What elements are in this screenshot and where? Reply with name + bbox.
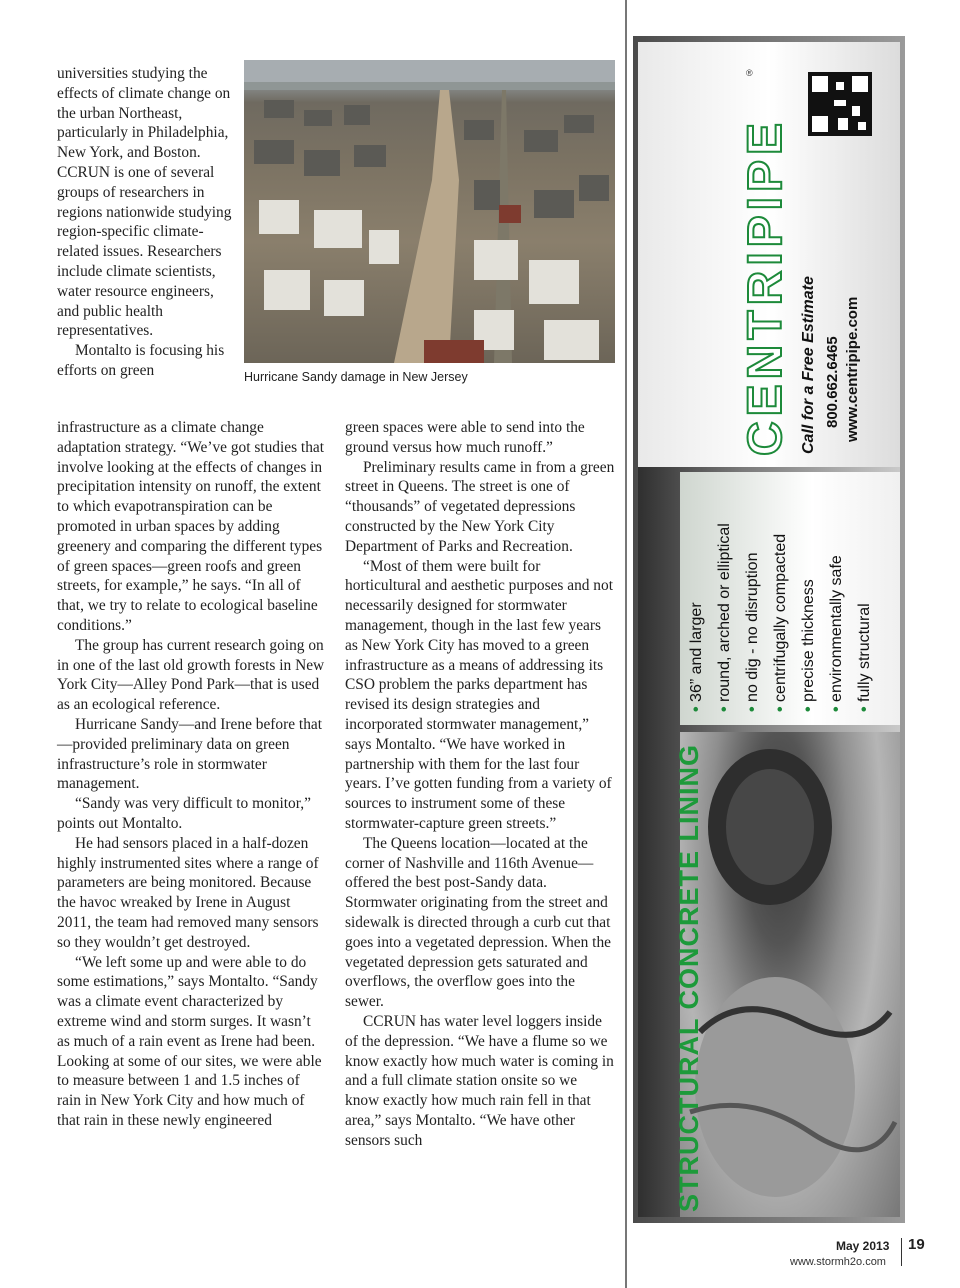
paragraph: green spaces were able to send into the ground versus how much runoff.”	[345, 419, 585, 456]
ad-website-link[interactable]: www.centripipe.com	[844, 296, 861, 442]
aerial-flood-image	[244, 60, 615, 363]
footer-divider	[901, 1238, 902, 1266]
article-column-2	[345, 418, 615, 1150]
paragraph: Montalto is focusing his efforts on green	[57, 342, 225, 379]
feature-item: • no dig - no disruption	[744, 552, 761, 712]
paragraph: He had sensors placed in a half-dozen highly instrumented sites where a range of parameters are being monitored. Because the havoc wreaked by Irene in August 2011, the team had removed many sensors so they wouldn’t get destroyed.	[57, 834, 319, 951]
phone-number[interactable]: 800.662.6465	[824, 336, 841, 428]
paragraph: Hurricane Sandy—and Irene before that—provided preliminary data on green infrastructure’s role in stormwater management.	[57, 715, 322, 793]
ad-tagline: STRUCTURAL CONCRETE LINING	[674, 744, 704, 1212]
paragraph: universities studying the effects of climate change on the urban Northeast, particularly in Philadelphia, New York, and Boston. CCRUN is one of several groups of researchers in regions nationwide studying region-specific climate-related issues. Researchers include climate scientists, water resource engineers, and public health representatives.	[57, 65, 232, 340]
centripipe-advertisement[interactable]	[633, 36, 905, 1223]
feature-item: • environmentally safe	[828, 555, 845, 712]
feature-item: • fully structural	[856, 603, 873, 712]
feature-item: • precise thickness	[800, 579, 817, 712]
feature-list	[680, 472, 900, 725]
brand-logo: CENTRIPIPE	[739, 117, 792, 456]
call-to-action: Call for a Free Estimate	[800, 276, 817, 454]
paragraph: infrastructure as a climate change adaptation strategy. “We’ve got studies that involve looking at the effects of changes in precipitation intensity on runoff, the extent to which evapotranspiration can be promoted in urban spaces by adding greenery and comparing the different types of green spaces—green roofs and green streets, for example,” he says. “In all of that, we try to relate to ecological baseline conditions.”	[57, 419, 325, 634]
paragraph: The Queens location—located at the corner of Nashville and 116th Avenue—offered the best post-Sandy data. Stormwater originating from the street and sidewalk is directed through a curb cut that goes into a vegetated depression. When the vegetated depression gets saturated and overflows, the overflow goes into the sewer.	[345, 834, 611, 1011]
feature-item: • centrifugally compacted	[772, 533, 789, 712]
article-column-1-bottom	[57, 418, 327, 1131]
footer-website[interactable]: www.stormh2o.com	[790, 1256, 886, 1268]
pipe-lining-image	[680, 732, 900, 1217]
paragraph: “Most of them were built for horticultural and aesthetic purposes and not necessarily designed for stormwater management, though in the last few years as New York City has moved to a green infrastructure as a means of addressing its CSO problem the parks department has revised its design strategies and incorporated stormwater management,” says Montalto. “We have worked in partnership with them for the last four years. I’ve gotten funding from a variety of sources to instrument some of these stormwater-capture green streets.”	[345, 557, 613, 832]
paragraph: “We left some up and were able to do some estimations,” says Montalto. “Sandy was a climate event characterized by extreme wind and storm surges. It wasn’t as much of a rain event as Irene had been. Looking at some of our sites, we were able to measure between 1 and 1.5 inches of rain in New York City and how much of that rain in these newly engineered	[57, 953, 322, 1129]
page-number: 19	[908, 1236, 925, 1253]
column-divider	[625, 0, 627, 1288]
article-column-1-top	[57, 64, 232, 381]
hurricane-sandy-photo	[244, 60, 615, 363]
registered-mark: ®	[746, 68, 753, 78]
feature-item: • 36” and larger	[688, 602, 705, 712]
paragraph: Preliminary results came in from a green street in Queens. The street is one of “thousands” of vegetated depressions constructed by the New York City Department of Parks and Recreation.	[345, 458, 615, 555]
ad-panel	[638, 42, 900, 1217]
photo-caption: Hurricane Sandy damage in New Jersey	[244, 370, 468, 384]
qr-code[interactable]	[808, 72, 872, 136]
paragraph: “Sandy was very difficult to monitor,” points out Montalto.	[57, 795, 311, 832]
paragraph: CCRUN has water level loggers inside of the depression. “We have a flume so we know exactly how much water is coming in and a full climate station onsite so we know exactly how much rain fell in that area,” says Montalto. “We have other sensors such	[345, 1012, 614, 1149]
feature-item: • round, arched or elliptical	[716, 523, 733, 712]
paragraph: The group has current research going on in one of the last old growth forests in New York City—Alley Pond Park—that is used as an ecological reference.	[57, 636, 325, 714]
pipe-interior-photo	[680, 732, 900, 1217]
issue-date: May 2013	[836, 1239, 890, 1253]
ad-brand-area	[638, 42, 900, 467]
